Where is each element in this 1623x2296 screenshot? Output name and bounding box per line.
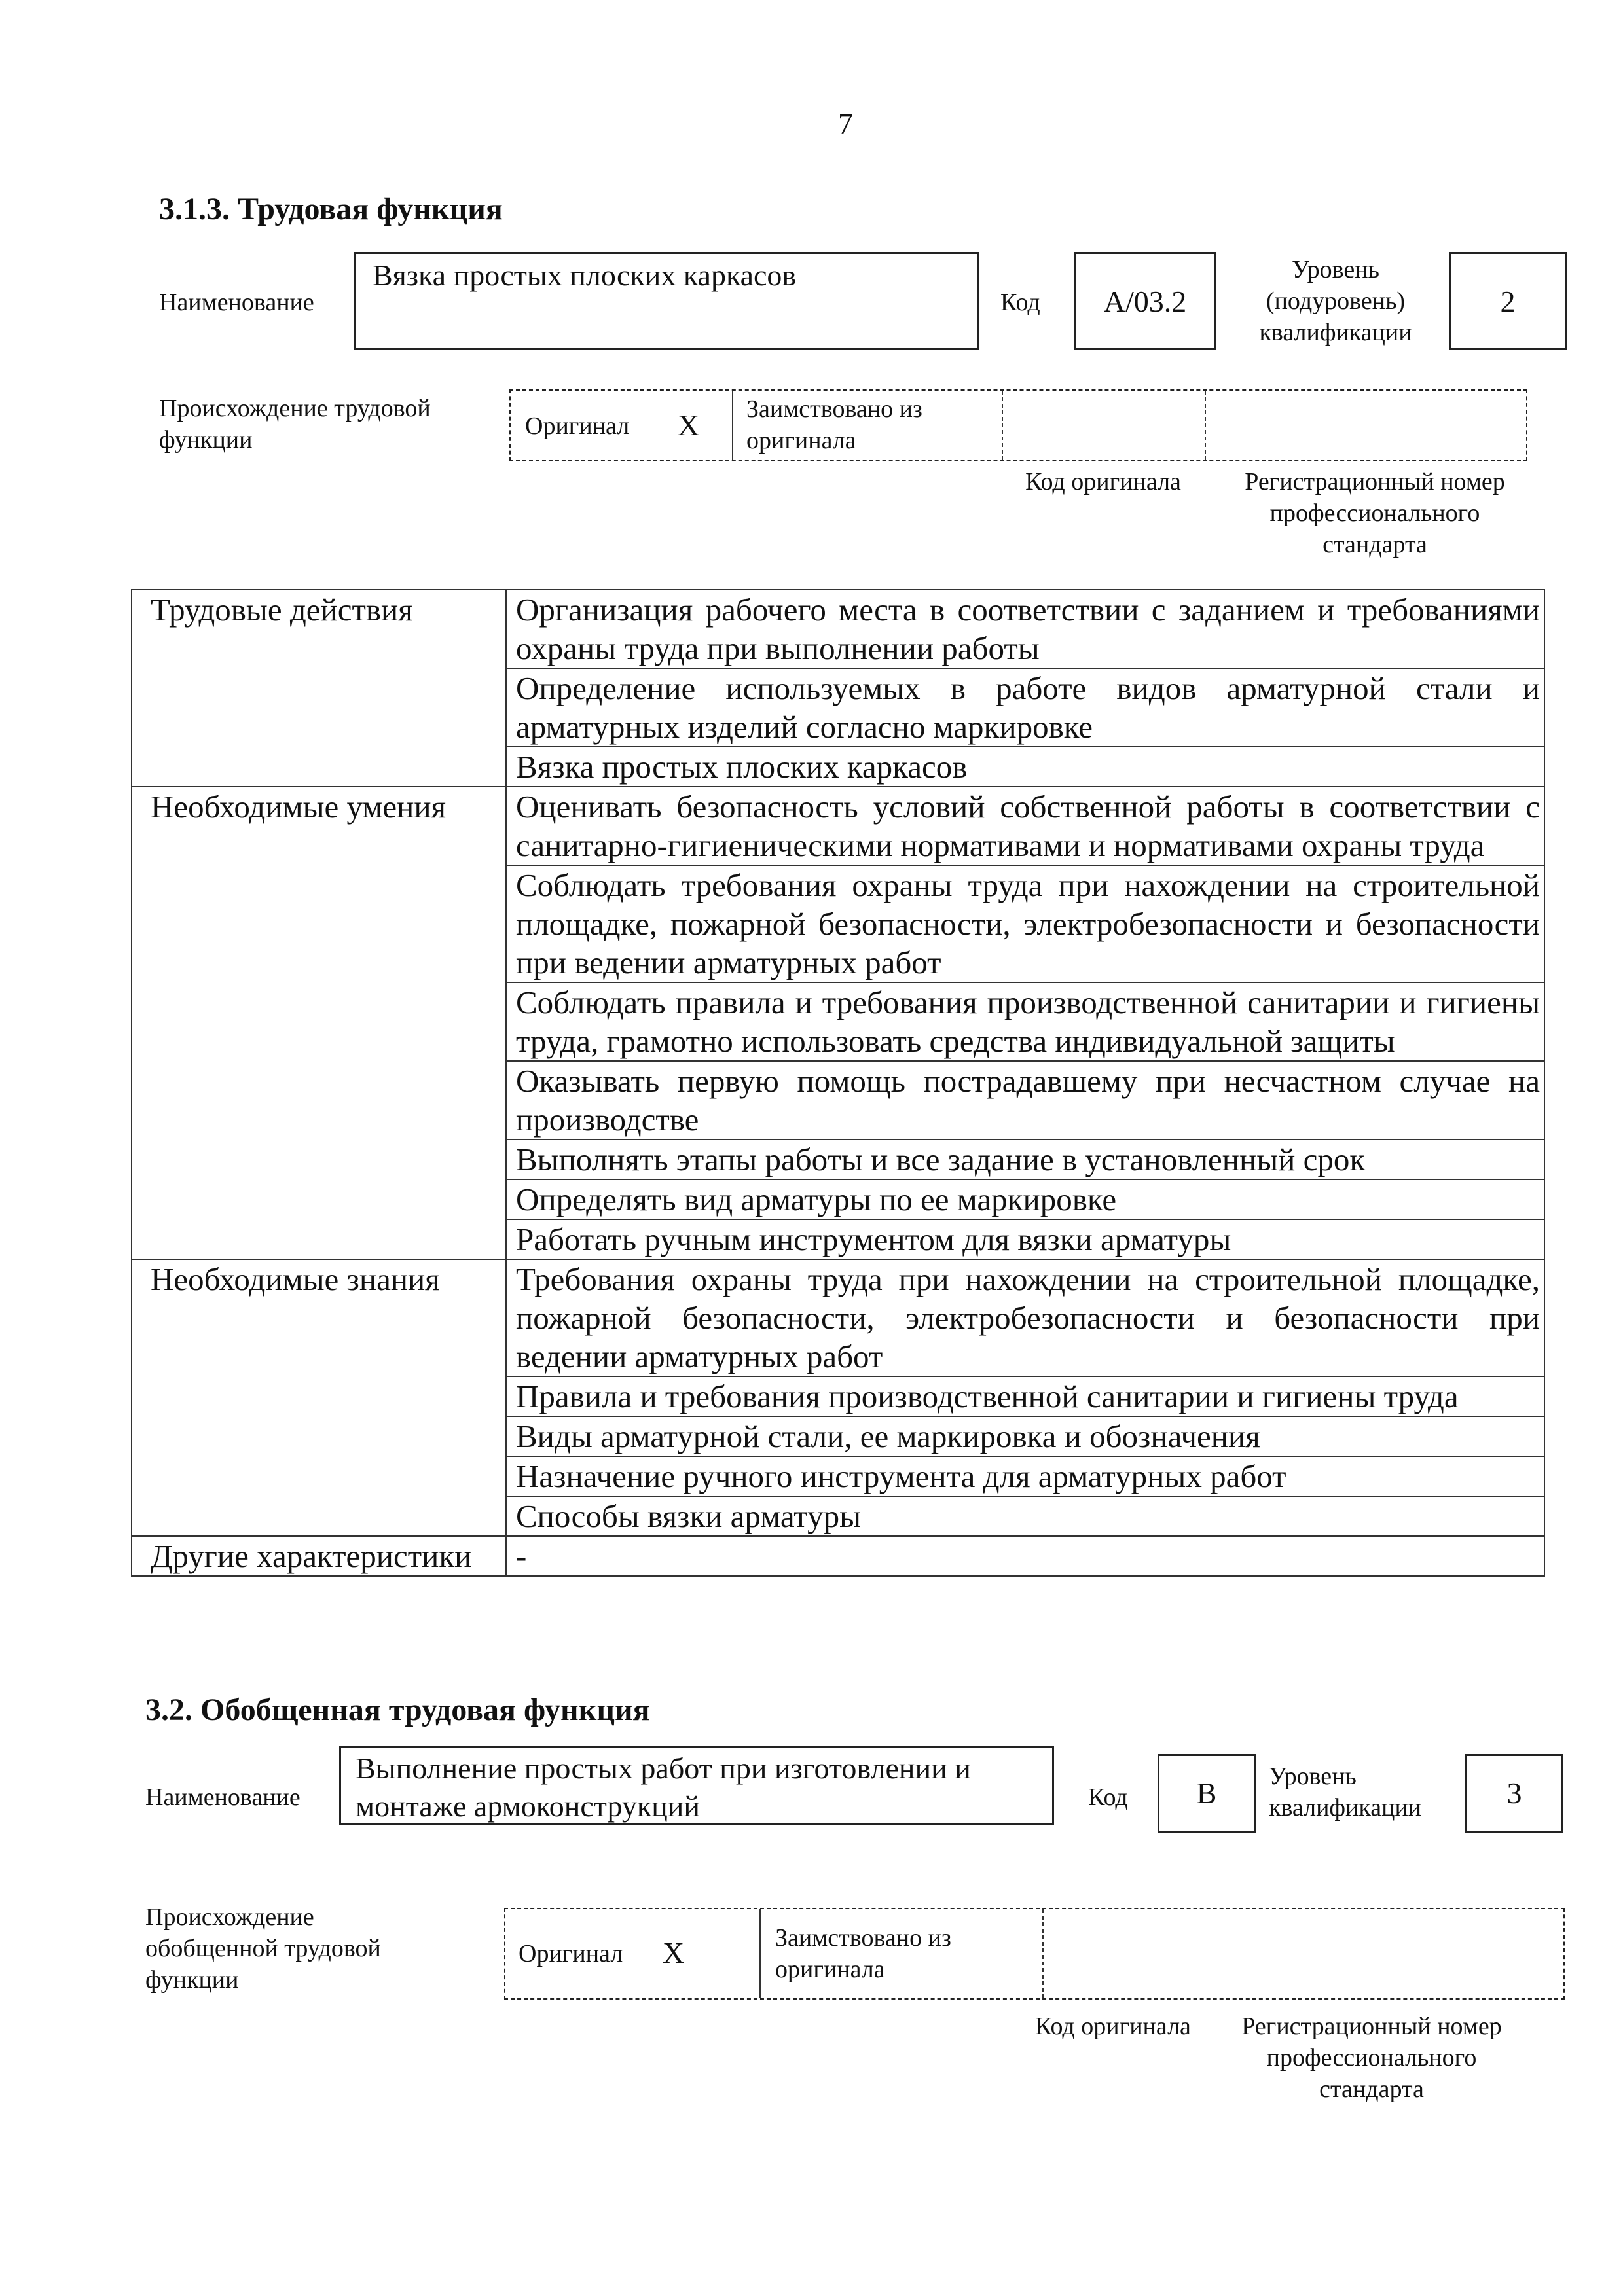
table-cell: Соблюдать правила и требования производственной санитарии и гигиены труда, грамотно использовать средства индивидуальной защиты [506, 982, 1544, 1061]
level-value: 3 [1506, 1776, 1522, 1810]
level-label: Уровень (подуровень) квалификации [1259, 256, 1412, 346]
original-label: Оригинал [525, 412, 630, 440]
category-cell: Необходимые умения [132, 787, 506, 1259]
table-row [132, 1536, 1544, 1576]
orig-code-caption: Код оригинала [1025, 468, 1181, 495]
table-cell: Определение используемых в работе видов арматурной стали и арматурных изделий согласно маркировке [506, 668, 1544, 747]
category-cell: Трудовые действия [132, 590, 506, 787]
table-cell: Определять вид арматуры по ее маркировке [506, 1179, 1544, 1219]
origin-row [504, 1908, 1565, 2000]
page-number: 7 [838, 107, 853, 140]
name-label: Наименование [159, 289, 314, 316]
level-field [1449, 252, 1567, 350]
level-value: 2 [1500, 285, 1516, 318]
table-cell: Соблюдать требования охраны труда при нахождении на строительной площадке, пожарной безопасности, электробезопасности и безопасности при ведении арматурных работ [506, 865, 1544, 982]
reg-num-caption: Регистрационный номер профессионального стандарта [1245, 468, 1505, 558]
table-cell: Выполнять этапы работы и все задание в установленный срок [506, 1139, 1544, 1179]
table-cell: Правила и требования производственной санитарии и гигиены труда [506, 1376, 1544, 1416]
section-title-32: 3.2. Обобщенная трудовая функция [145, 1693, 650, 1727]
name-field [354, 252, 979, 350]
code-field [1074, 252, 1216, 350]
table-cell: Виды арматурной стали, ее маркировка и обозначения [506, 1416, 1544, 1456]
table-cell: Оценивать безопасность условий собственной работы в соответствии с санитарно-гигиеническими нормативами и нормативами охраны труда [506, 787, 1544, 865]
table-cell: Вязка простых плоских каркасов [506, 747, 1544, 787]
level-label: Уровень квалификации [1269, 1763, 1422, 1821]
original-mark: Х [678, 408, 700, 442]
table-cell: Оказывать первую помощь пострадавшему при несчастном случае на производстве [506, 1061, 1544, 1139]
code-label: Код [1088, 1784, 1128, 1811]
original-mark: Х [663, 1936, 685, 1969]
code-label: Код [1000, 289, 1040, 316]
origin-label: Происхождение трудовой функции [159, 395, 431, 454]
origin-row [509, 389, 1527, 461]
table-row [132, 590, 1544, 668]
table-cell: Способы вязки арматуры [506, 1496, 1544, 1536]
name-label: Наименование [145, 1784, 301, 1811]
function-table [131, 589, 1545, 1577]
borrowed-label: Заимствовано из оригинала [746, 395, 922, 454]
name-value: Выполнение простых работ при изготовлении и монтаже армоконструкций [356, 1751, 971, 1823]
table-cell: - [506, 1536, 1544, 1576]
origin-label: Происхождение обобщенной трудовой функции [145, 1903, 381, 1994]
category-cell: Необходимые знания [132, 1259, 506, 1536]
table-row [132, 787, 1544, 865]
table-cell: Организация рабочего места в соответствии с заданием и требованиями охраны труда при выполнении работы [506, 590, 1544, 668]
name-value: Вязка простых плоских каркасов [373, 259, 797, 292]
borrowed-label: Заимствовано из оригинала [775, 1924, 951, 1983]
table-cell: Работать ручным инструментом для вязки арматуры [506, 1219, 1544, 1259]
reg-num-caption: Регистрационный номер профессионального стандарта [1241, 2013, 1502, 2103]
category-cell: Другие характеристики [132, 1536, 506, 1576]
name-field [339, 1746, 1054, 1825]
section-title-313: 3.1.3. Трудовая функция [159, 192, 503, 226]
table-cell: Назначение ручного инструмента для арматурных работ [506, 1456, 1544, 1496]
code-value: В [1196, 1776, 1217, 1810]
code-field [1158, 1754, 1256, 1833]
code-value: А/03.2 [1103, 285, 1187, 318]
table-cell: Требования охраны труда при нахождении на строительной площадке, пожарной безопасности, электробезопасности и безопасности при ведении арматурных работ [506, 1259, 1544, 1376]
orig-code-caption: Код оригинала [1035, 2013, 1191, 2040]
original-label: Оригинал [519, 1940, 623, 1967]
level-field [1465, 1754, 1563, 1833]
table-row [132, 1259, 1544, 1376]
